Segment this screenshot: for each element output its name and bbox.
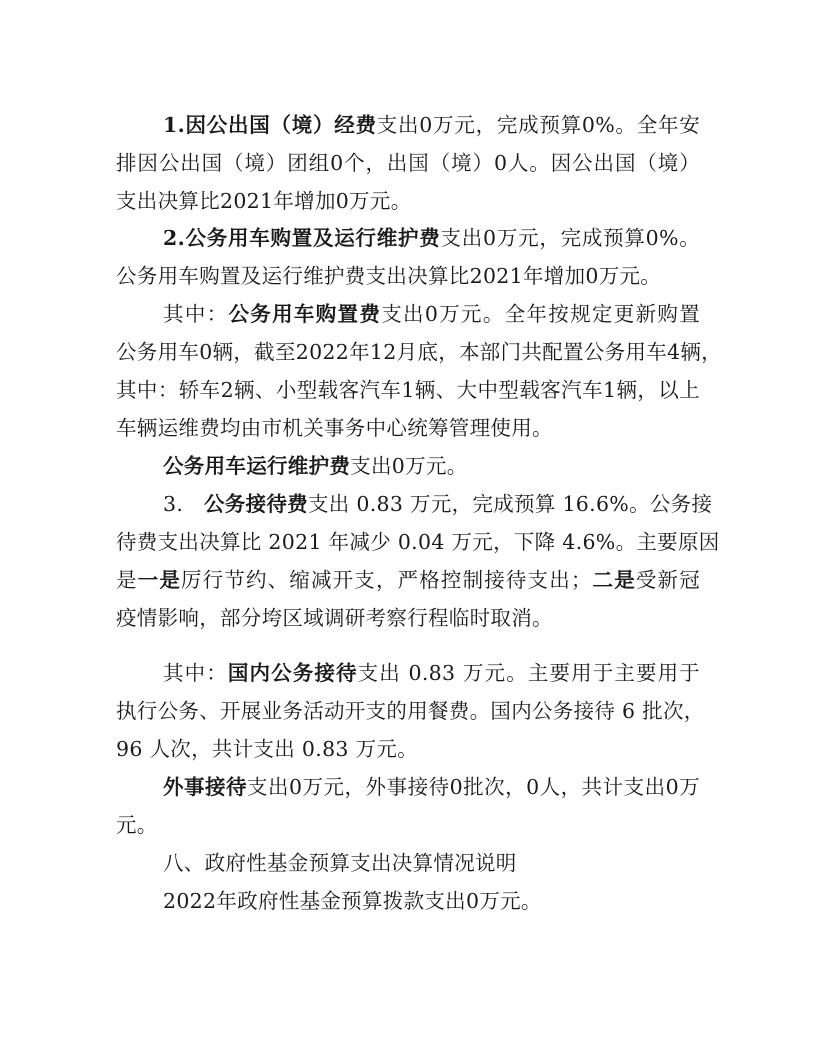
paragraph-line — [116, 768, 700, 806]
text-run: 支出 0.83 万元。主要用于主要用于 — [357, 661, 700, 685]
bold-heading: 2.公务用车购置及运行维护费 — [163, 226, 441, 250]
text-run: 支出0万元，外事接待0批次，0人，共计支出0万 — [247, 775, 701, 799]
paragraph-line: 2022年政府性基金预算拨款支出0万元。 — [163, 889, 542, 913]
bold-heading: 国内公务接待 — [227, 661, 358, 685]
text-run: 受新冠 — [635, 568, 700, 592]
bold-heading: 公务用车购置费 — [228, 302, 382, 326]
paragraph-line: 待费支出决算比 2021 年减少 0.04 万元，下降 4.6%。主要原因 — [116, 530, 720, 554]
paragraph-line — [116, 295, 700, 333]
text-run: 其中： — [163, 302, 229, 326]
paragraph-line: 车辆运维费均由市机关事务中心统筹管理使用。 — [116, 416, 553, 440]
paragraph-line: 排因公出国（境）团组0个，出国（境）0人。因公出国（境） — [116, 151, 700, 175]
section-heading: 八、政府性基金预算支出决算情况说明 — [163, 851, 517, 875]
paragraph-line: 其中：轿车2辆、小型载客汽车1辆、大中型载客汽车1辆，以上 — [116, 378, 700, 402]
text-run: 厉行节约、缩减开支，严格控制接待支出； — [181, 568, 592, 592]
paragraph-line: 支出决算比2021年增加0万元。 — [116, 189, 412, 213]
text-run: 支出0万元。全年按规定更新购置 — [381, 302, 701, 326]
paragraph-line — [116, 561, 700, 599]
paragraph-line: 公务用车购置及运行维护费支出决算比2021年增加0万元。 — [116, 264, 662, 288]
paragraph-line: 公务用车0辆，截至2022年12月底，本部门共配置公务用车4辆， — [116, 340, 722, 364]
bold-heading: 二是 — [591, 568, 636, 592]
bold-heading: 公务用车运行维护费 — [163, 454, 351, 478]
text-run: 支出0万元，完成预算0%。全年安 — [376, 113, 701, 137]
paragraph-line — [116, 447, 700, 485]
paragraph-line: 疫情影响，部分垮区域调研考察行程临时取消。 — [116, 606, 553, 630]
bold-heading: 外事接待 — [163, 775, 248, 799]
text-run: 3. — [163, 492, 204, 516]
text-run: 支出 0.83 万元，完成预算 16.6%。公务接 — [307, 492, 713, 516]
paragraph-line — [116, 654, 700, 692]
text-run: 支出0万元，完成预算0%。 — [440, 226, 701, 250]
paragraph-line — [116, 219, 700, 257]
paragraph-line — [116, 485, 713, 523]
paragraph-line: 元。 — [116, 813, 158, 837]
paragraph-line — [116, 106, 700, 144]
text-run: 是 — [116, 568, 138, 592]
text-run: 支出0万元。 — [350, 454, 468, 478]
bold-heading: 一是 — [137, 568, 181, 592]
bold-heading: 1.因公出国（境）经费 — [163, 113, 377, 137]
text-run: 其中： — [163, 661, 228, 685]
paragraph-line: 96 人次，共计支出 0.83 万元。 — [116, 737, 418, 761]
bold-heading: 公务接待费 — [203, 492, 308, 516]
paragraph-line: 执行公务、开展业务活动开支的用餐费。国内公务接待 6 批次， — [116, 699, 705, 723]
